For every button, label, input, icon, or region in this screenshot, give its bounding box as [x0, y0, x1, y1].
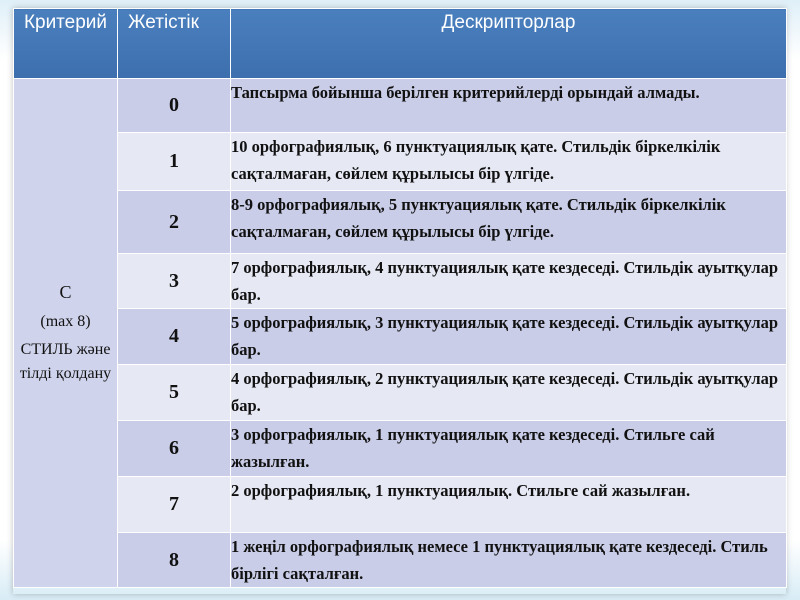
- score-cell: 3: [118, 254, 231, 309]
- score-cell: 2: [118, 191, 231, 254]
- criterion-letter: С: [59, 282, 72, 302]
- score-cell: 6: [118, 421, 231, 477]
- descriptor-cell: 3 орфографиялық, 1 пунктуациялық қате кездеседі. Стильге сай жазылған.: [231, 421, 787, 477]
- descriptor-cell: 1 жеңіл орфографиялық немесе 1 пунктуациялық қате кездеседі. Стиль бірлігі сақталған.: [231, 533, 787, 588]
- criterion-max: (max 8): [40, 313, 91, 330]
- table-row: [14, 133, 787, 191]
- header-achievement: Жетістік: [118, 9, 231, 79]
- descriptor-cell: 7 орфографиялық, 4 пунктуациялық қате кездеседі. Стильдік ауытқулар бар.: [231, 254, 787, 309]
- rubric-table-container: [13, 8, 786, 594]
- descriptor-cell: 10 орфографиялық, 6 пунктуациялық қате. Стильдік біркелкілік сақталмаған, сөйлем құрылысы бір үлгіде.: [231, 133, 787, 191]
- header-criterion: Критерий: [14, 9, 118, 79]
- header-row: [14, 9, 787, 79]
- table-row: [14, 79, 787, 133]
- descriptor-cell: 4 орфографиялық, 2 пунктуациялық қате кездеседі. Стильдік ауытқулар бар.: [231, 365, 787, 421]
- header-descriptors: Дескрипторлар: [231, 9, 787, 79]
- table-row: [14, 191, 787, 254]
- table-row: [14, 365, 787, 421]
- rubric-table: [13, 8, 787, 588]
- score-cell: 0: [118, 79, 231, 133]
- criterion-cell: [14, 79, 118, 588]
- score-cell: 4: [118, 309, 231, 365]
- table-row: [14, 309, 787, 365]
- descriptor-cell: 5 орфографиялық, 3 пунктуациялық қате кездеседі. Стильдік ауытқулар бар.: [231, 309, 787, 365]
- table-row: [14, 477, 787, 533]
- descriptor-cell: 2 орфографиялық, 1 пунктуациялық. Стильге сай жазылған.: [231, 477, 787, 533]
- table-row: [14, 254, 787, 309]
- table-row: [14, 421, 787, 477]
- score-cell: 1: [118, 133, 231, 191]
- descriptor-cell: 8-9 орфографиялық, 5 пунктуациялық қате. Стильдік біркелкілік сақталмаған, сөйлем құрылысы бір үлгіде.: [231, 191, 787, 254]
- score-cell: 8: [118, 533, 231, 588]
- score-cell: 7: [118, 477, 231, 533]
- descriptor-cell: Тапсырма бойынша берілген критерийлерді орындай алмады.: [231, 79, 787, 133]
- criterion-name: СТИЛЬ және тілді қолдану: [19, 341, 112, 382]
- table-row: [14, 533, 787, 588]
- score-cell: 5: [118, 365, 231, 421]
